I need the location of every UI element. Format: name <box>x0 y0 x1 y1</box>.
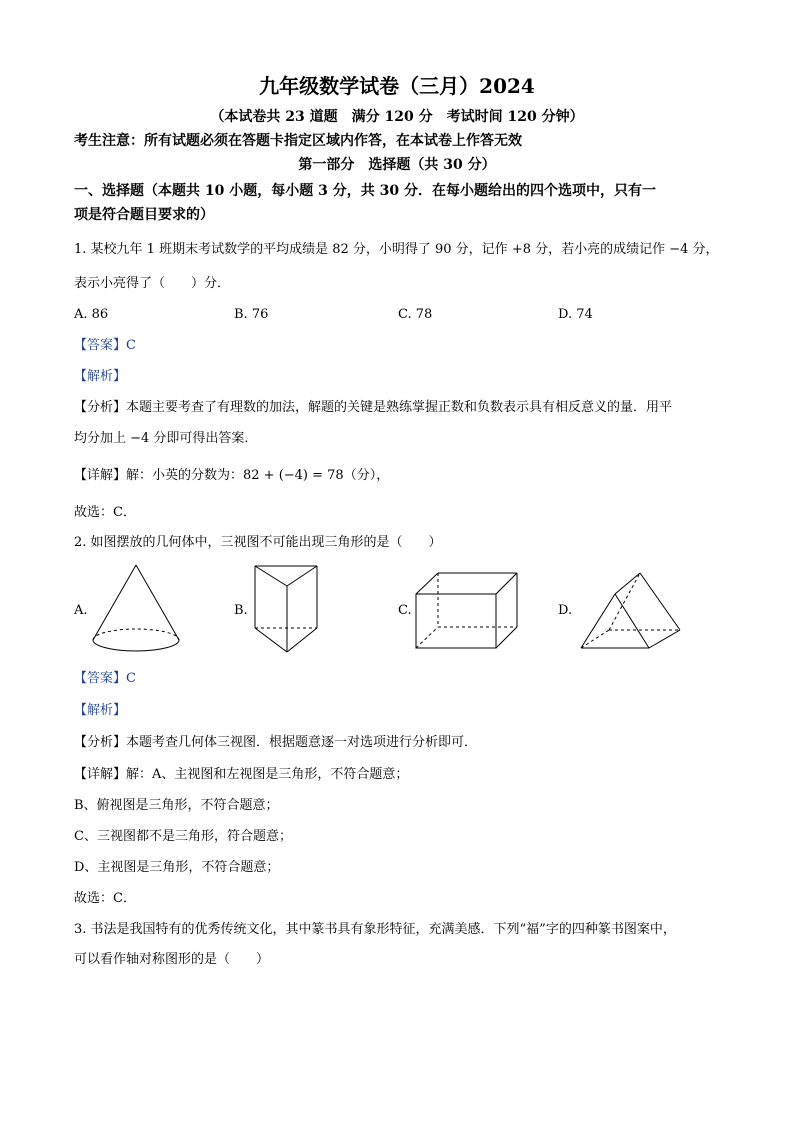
cone-figure <box>88 562 184 662</box>
q3-stem-line2: 可以看作轴对称图形的是（ ） <box>74 952 270 967</box>
q2-analysis-label: 【解析】 <box>74 703 127 718</box>
q1-analysis-label: 【解析】 <box>74 369 127 384</box>
section-heading-line1: 一、选择题（本题共 10 小题，每小题 3 分，共 30 分．在每小题给出的四个选项中，只有一 <box>74 183 656 199</box>
q2-label-b: B. <box>234 603 248 618</box>
q1-conclusion: 故选：C． <box>74 505 136 520</box>
q2-label-a: A. <box>74 603 88 618</box>
q3-stem-line1: 3. 书法是我国特有的优秀传统文化，其中篆书具有象形特征，充满美感．下列“福”字的四种篆书图案中， <box>74 922 676 937</box>
q2-fenxi: 【分析】本题考查几何体三视图．根据题意逐一对选项进行分析即可． <box>74 735 478 750</box>
q2-answer: 【答案】C <box>74 671 136 686</box>
lying-prism-figure <box>578 570 684 652</box>
q1-stem-line1: 1. 某校九年 1 班期末考试数学的平均成绩是 82 分，小明得了 90 分，记作 +8 分，若小亮的成绩记作 −4 分， <box>74 242 719 257</box>
q1-option-b: B. 76 <box>234 307 269 322</box>
exam-notice: 考生注意：所有试题必须在答题卡指定区域内作答，在本试卷上作答无效 <box>74 133 522 149</box>
section-heading-line2: 项是符合题目要求的） <box>74 207 214 223</box>
q1-option-a: A. 86 <box>74 307 109 322</box>
q2-label-c: C. <box>398 603 412 618</box>
q2-detail-c: C、三视图都不是三角形，符合题意； <box>74 829 292 844</box>
q2-detail-d: D、主视图是三角形，不符合题意； <box>74 860 280 875</box>
q2-detail-a: 【详解】解：A、主视图和左视图是三角形，不符合题意； <box>74 767 409 782</box>
q1-detail: 【详解】解：小英的分数为：82 + (−4) = 78（分）， <box>74 468 390 483</box>
q1-fenxi-line2: 均分加上 −4 分即可得出答案． <box>74 431 258 446</box>
q2-label-d: D. <box>558 603 573 618</box>
q2-conclusion: 故选：C． <box>74 891 136 906</box>
triangular-prism-figure <box>250 562 324 658</box>
exam-subtitle: （本试卷共 23 道题 满分 120 分 考试时间 120 分钟） <box>210 109 584 125</box>
q1-option-d: D. 74 <box>558 307 593 322</box>
q2-stem: 2. 如图摆放的几何体中，三视图不可能出现三角形的是（ ） <box>74 535 442 550</box>
q1-option-c: C. 78 <box>398 307 433 322</box>
exam-title: 九年级数学试卷（三月）2024 <box>259 74 535 98</box>
q1-answer: 【答案】C <box>74 338 136 353</box>
q1-stem-line2: 表示小亮得了（ ）分． <box>74 276 231 291</box>
part-heading: 第一部分 选择题（共 30 分） <box>298 157 496 173</box>
cuboid-figure <box>413 570 521 652</box>
q2-detail-b: B、俯视图是三角形，不符合题意； <box>74 798 279 813</box>
q1-fenxi-line1: 【分析】本题主要考查了有理数的加法，解题的关键是熟练掌握正数和负数表示具有相反意义的量．用平 <box>74 400 673 415</box>
